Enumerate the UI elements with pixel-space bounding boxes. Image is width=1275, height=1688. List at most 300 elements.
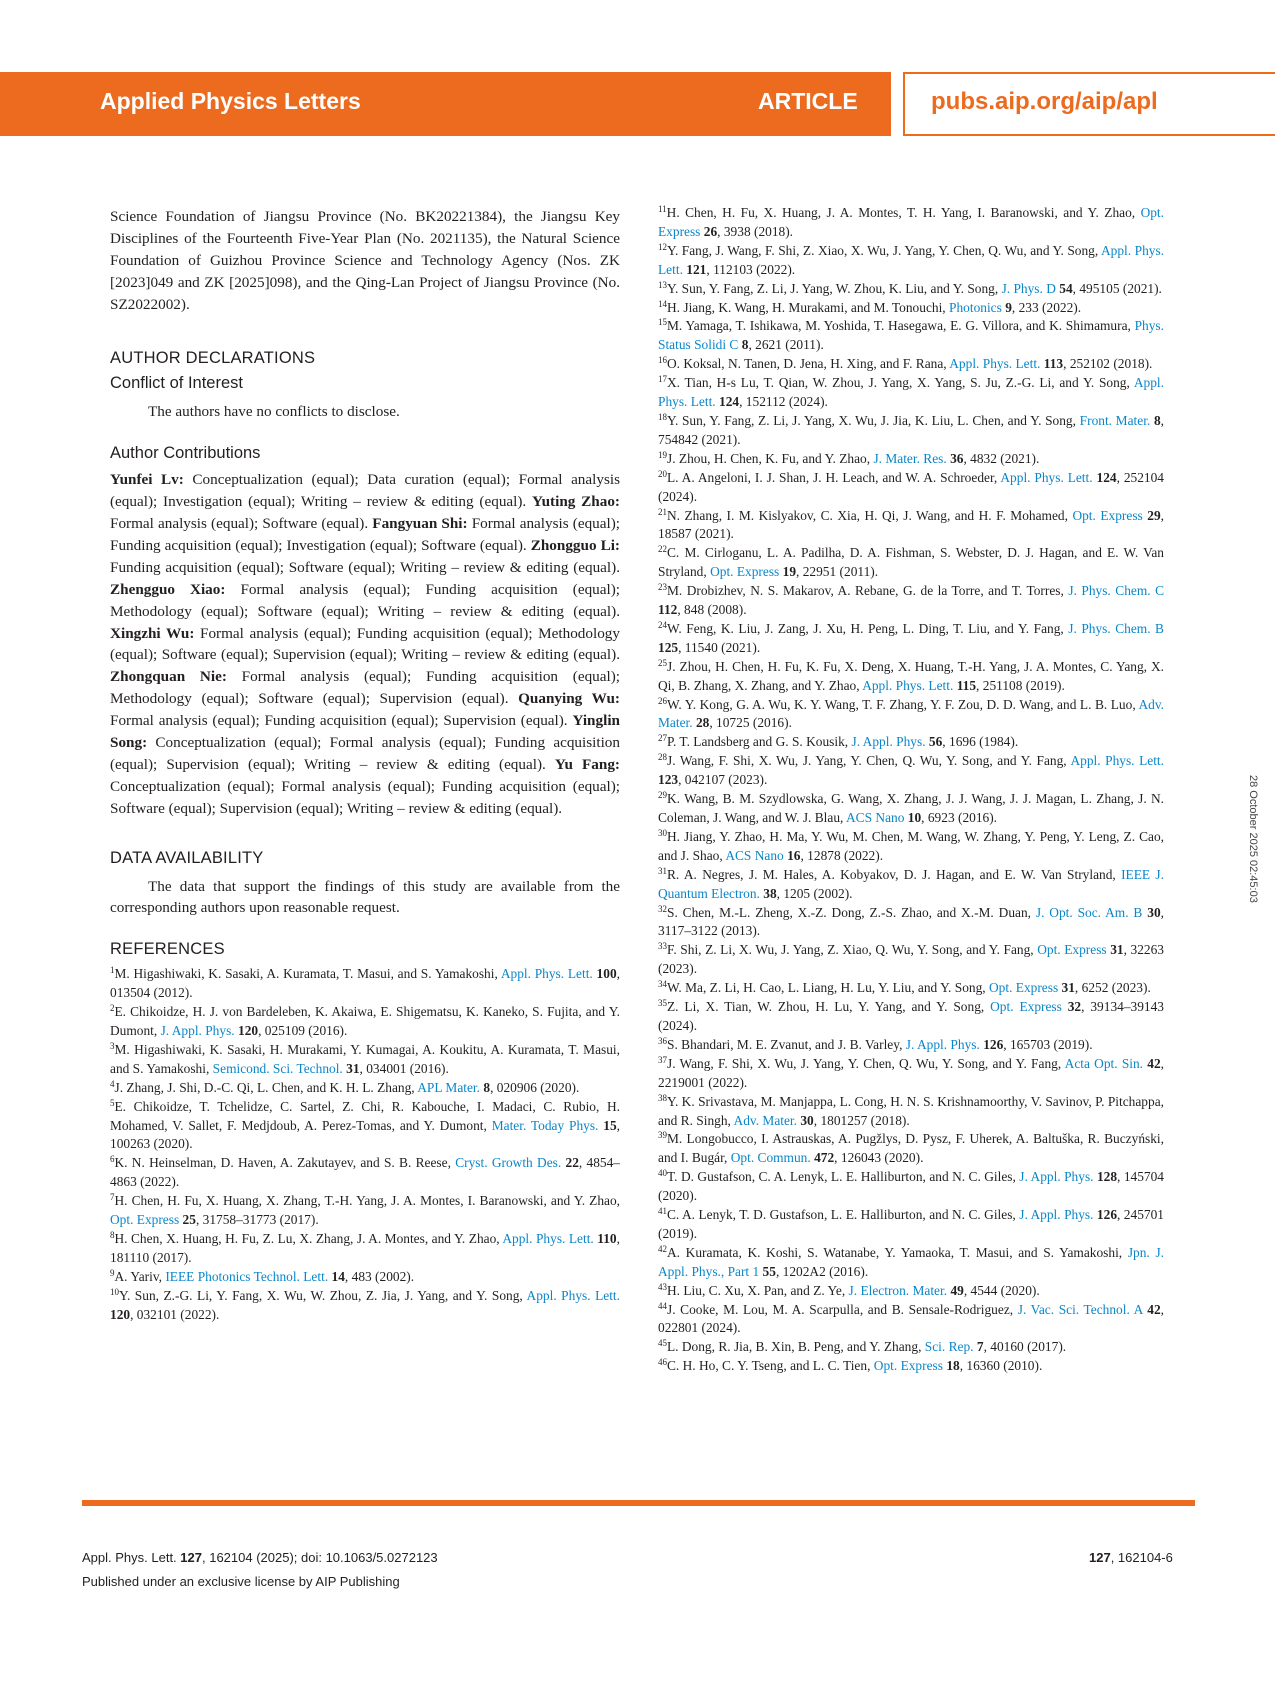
reference-details: , 181110 (2017). (110, 1230, 620, 1265)
reference-authors: R. A. Negres, J. M. Hales, A. Kobyakov, D. J. Hagan, and E. W. Van Stryland, (667, 866, 1122, 882)
reference-item (110, 1098, 620, 1155)
contributor-name: Yuting Zhao: (532, 493, 620, 511)
reference-volume: 110 (597, 1230, 617, 1246)
reference-item (658, 941, 1164, 979)
reference-journal-link[interactable]: Jpn. J. Appl. Phys., Part 1 (658, 1244, 1164, 1279)
reference-number: 25 (658, 657, 667, 668)
footer-rule (82, 1500, 1195, 1506)
reference-authors: P. T. Landsberg and G. S. Kousik, (667, 734, 852, 750)
reference-number: 7 (110, 1192, 115, 1203)
reference-details: , 100263 (2020). (110, 1117, 620, 1152)
reference-journal-link[interactable]: J. Phys. D (1001, 280, 1056, 296)
reference-volume: 54 (1059, 280, 1073, 296)
reference-details: , 165703 (2019). (1003, 1036, 1093, 1052)
reference-journal-link[interactable]: J. Mater. Res. (873, 450, 947, 466)
reference-authors: F. Shi, Z. Li, X. Wu, J. Yang, Z. Xiao, Q. Wu, Y. Song, and Y. Fang, (667, 942, 1038, 958)
reference-details: , 013504 (2012). (110, 966, 620, 1001)
reference-item (658, 317, 1164, 355)
reference-journal-link[interactable]: Appl. Phys. Lett. (1000, 469, 1093, 485)
reference-number: 42 (658, 1243, 667, 1254)
reference-item (658, 280, 1164, 299)
reference-authors: H. Chen, H. Fu, X. Huang, J. A. Montes, T. H. Yang, I. Baranowski, and Y. Zhao, (666, 205, 1141, 220)
reference-volume: 124 (1096, 469, 1117, 485)
reference-item (658, 450, 1164, 469)
contributor-roles: Conceptualization (equal); Formal analysis (equal); Funding acquisition (equal); Software (equal); Supervision (equal); Writing – review & editing (equal). (110, 777, 620, 817)
reference-details: , 025109 (2016). (258, 1023, 348, 1038)
reference-journal-link[interactable]: J. Appl. Phys. (851, 734, 926, 750)
reference-number: 9 (110, 1267, 115, 1278)
reference-number: 28 (658, 752, 667, 763)
reference-authors: M. Yamaga, T. Ishikawa, M. Yoshida, T. Hasegawa, E. G. Villora, and K. Shimamura, (667, 318, 1135, 334)
reference-authors: Z. Li, X. Tian, W. Zhou, H. Lu, Y. Yang, and Y. Song, (667, 999, 991, 1015)
reference-journal-link[interactable]: Opt. Express (988, 980, 1059, 996)
reference-number: 34 (658, 979, 667, 990)
reference-authors: L. Dong, R. Jia, B. Xin, B. Peng, and Y. Zhang, (667, 1339, 925, 1355)
reference-journal-link[interactable]: Photonics (949, 299, 1002, 315)
reference-volume: 8 (483, 1079, 491, 1095)
reference-journal-link[interactable]: Opt. Express (658, 205, 1164, 239)
reference-number: 46 (658, 1357, 667, 1368)
reference-details: , 18587 (2021). (658, 507, 1165, 542)
reference-authors: S. Bhandari, M. E. Zvanut, and J. B. Varley, (667, 1036, 906, 1052)
reference-number: 15 (658, 317, 667, 328)
reference-volume: 125 (658, 639, 679, 655)
reference-item (110, 1154, 620, 1192)
reference-details: , 4832 (2021). (963, 450, 1040, 466)
reference-item (110, 1287, 620, 1325)
reference-list-right (658, 204, 1164, 1376)
references-heading: REFERENCES (110, 940, 225, 959)
reference-authors: M. Higashiwaki, K. Sasaki, A. Kuramata, T. Masui, and S. Yamakoshi, (114, 966, 501, 982)
reference-authors: H. Jiang, K. Wang, H. Murakami, and M. Tonouchi, (667, 299, 950, 315)
reference-number: 20 (658, 468, 667, 479)
contributions-heading: Author Contributions (110, 444, 261, 463)
contributions-paragraph (110, 469, 620, 820)
reference-authors: C. A. Lenyk, T. D. Gustafson, L. E. Halliburton, and N. C. Giles, (667, 1207, 1020, 1223)
reference-journal-link[interactable]: Acta Opt. Sin. (1064, 1055, 1144, 1071)
reference-authors: Y. Sun, Y. Fang, Z. Li, J. Yang, X. Wu, J. Jia, K. Liu, L. Chen, and Y. Song, (667, 412, 1080, 428)
contributor-roles: Formal analysis (equal); Software (equal). (110, 514, 373, 532)
reference-volume: 49 (950, 1282, 964, 1298)
reference-authors: A. Yariv, (114, 1268, 166, 1284)
contributor-name: Zhongguo Li: (530, 536, 620, 554)
reference-item (658, 1168, 1164, 1206)
reference-authors: M. Higashiwaki, K. Sasaki, H. Murakami, Y. Kumagai, A. Koukitu, A. Kuramata, T. Masui, and S. Yamakoshi, (110, 1041, 620, 1076)
reference-number: 11 (658, 204, 667, 214)
reference-details: , 4854–4863 (2022). (110, 1155, 620, 1190)
reference-authors: Y. Sun, Z.-G. Li, Y. Fang, X. Wu, W. Zhou, Z. Jia, J. Yang, and Y. Song, (119, 1287, 527, 1303)
download-stamp-text: 28 October 2025 02:45:03 (1247, 775, 1259, 903)
reference-number: 24 (658, 619, 667, 630)
reference-number: 37 (658, 1054, 667, 1065)
reference-journal-link[interactable]: ACS Nano (725, 847, 784, 863)
reference-number: 21 (658, 506, 667, 517)
reference-number: 18 (658, 411, 667, 422)
reference-journal-link[interactable]: Appl. Phys. Lett. (658, 242, 1165, 277)
reference-item (658, 752, 1164, 790)
reference-journal-link[interactable]: Adv. Mater. (658, 696, 1164, 731)
reference-authors: M. Longobucco, I. Astrauskas, A. Pugžlys, D. Pysz, F. Uherek, A. Baltuška, R. Buczyński, and I. Bugár, (658, 1131, 1164, 1166)
reference-list-left (110, 965, 620, 1324)
reference-journal-link[interactable]: Mater. Today Phys. (491, 1117, 599, 1133)
footer-citation (82, 1550, 438, 1565)
journal-header (0, 72, 1275, 136)
reference-item (658, 1282, 1164, 1301)
reference-details: , 020906 (2020). (490, 1079, 580, 1095)
reference-number: 39 (658, 1130, 667, 1141)
reference-details: , 32263 (2023). (658, 942, 1164, 977)
reference-journal-link[interactable]: Appl. Phys. Lett. (526, 1287, 620, 1303)
reference-number: 26 (658, 695, 667, 706)
reference-volume: 26 (703, 223, 718, 239)
reference-item (658, 1206, 1164, 1244)
data-availability-text: The data that support the findings of this study are available from the corresponding authors upon reasonable request. (110, 877, 620, 917)
reference-details: , 495105 (2021). (1072, 280, 1162, 296)
reference-volume: 14 (331, 1268, 345, 1284)
reference-number: 1 (110, 965, 115, 976)
reference-number: 40 (658, 1168, 667, 1179)
reference-authors: A. Kuramata, K. Koshi, S. Watanabe, Y. Yamaoka, T. Masui, and S. Yamakoshi, (667, 1244, 1128, 1260)
reference-authors: W. Feng, K. Liu, J. Zang, J. Xu, H. Peng, L. Ding, T. Liu, and Y. Fang, (667, 620, 1069, 636)
reference-details: , 252104 (2024). (658, 469, 1164, 504)
reference-journal-link[interactable]: Appl. Phys. Lett. (949, 356, 1041, 372)
reference-journal-link[interactable]: Appl. Phys. Lett. (862, 677, 954, 693)
reference-volume: 8 (1153, 412, 1161, 428)
reference-item (658, 412, 1164, 450)
reference-item (658, 733, 1164, 752)
reference-authors: H. Chen, X. Huang, H. Fu, Z. Lu, X. Zhang, J. A. Montes, and Y. Zhao, (114, 1230, 503, 1246)
reference-authors: K. N. Heinselman, D. Haven, A. Zakutayev, and S. B. Reese, (114, 1155, 456, 1171)
contributor-roles: Conceptualization (equal); Data curation (equal); Formal analysis (equal); Investigation (equal); Writing – review & editing (equal). (110, 471, 620, 511)
contributor-name: Yunfei Lv: (110, 471, 184, 489)
reference-journal-link[interactable]: J. Appl. Phys. (1019, 1207, 1094, 1223)
reference-number: 5 (110, 1097, 115, 1108)
reference-volume: 36 (950, 450, 964, 466)
reference-item (658, 828, 1164, 866)
reference-number: 32 (658, 903, 667, 914)
reference-volume: 19 (782, 564, 797, 580)
reference-item (658, 904, 1164, 942)
reference-volume: 128 (1096, 1169, 1118, 1185)
reference-details: , 754842 (2021). (658, 412, 1164, 447)
page-number-rest: , 162104-6 (1110, 1550, 1173, 1565)
reference-volume: 42 (1147, 1301, 1161, 1317)
reference-authors: E. Chikoidze, H. J. von Bardeleben, K. Akaiwa, E. Shigematsu, K. Kaneko, S. Fujita, and Y. Dumont, (110, 1004, 620, 1038)
reference-journal-link[interactable]: Opt. Express (990, 999, 1062, 1015)
reference-journal-link[interactable]: Opt. Express (873, 1358, 943, 1374)
reference-details: , 6923 (2016). (921, 810, 998, 825)
reference-number: 14 (658, 298, 667, 309)
reference-number: 35 (658, 998, 667, 1009)
reference-details: , 12878 (2022). (800, 847, 884, 863)
reference-item (658, 620, 1164, 658)
reference-volume: 9 (1005, 299, 1012, 315)
reference-number: 44 (658, 1300, 667, 1311)
journal-url-box[interactable] (903, 72, 1275, 136)
reference-number: 16 (658, 355, 667, 366)
reference-journal-link[interactable]: J. Appl. Phys. (905, 1036, 980, 1052)
reference-number: 6 (110, 1154, 115, 1165)
reference-number: 12 (658, 241, 667, 252)
reference-volume: 126 (1096, 1207, 1118, 1223)
reference-number: 45 (658, 1338, 667, 1349)
reference-number: 23 (658, 582, 667, 593)
reference-item (658, 1130, 1164, 1168)
reference-journal-link[interactable]: Opt. Express (1072, 507, 1143, 523)
reference-journal-link[interactable]: APL Mater. (417, 1079, 480, 1095)
reference-details: , 252102 (2018). (1063, 356, 1153, 372)
reference-item (658, 299, 1164, 318)
reference-journal-link[interactable]: Appl. Phys. Lett. (1070, 753, 1164, 769)
reference-authors: E. Chikoidze, T. Tchelidze, C. Sartel, Z. Chi, R. Kabouche, I. Madaci, C. Rubio, H. Mohamed, V. Sallet, F. Medjdoub, A. Perez-Tomas, and Y. Dumont, (110, 1098, 620, 1133)
reference-item (658, 582, 1164, 620)
reference-details: , 2621 (2011). (748, 337, 824, 353)
page-number (1089, 1550, 1173, 1565)
contributor-name: Quanying Wu: (518, 690, 620, 708)
reference-authors: L. A. Angeloni, I. J. Shan, J. H. Leach, and W. A. Schroeder, (667, 469, 1001, 485)
reference-journal-link[interactable]: J. Vac. Sci. Technol. A (1017, 1301, 1143, 1317)
reference-item (110, 1003, 620, 1041)
reference-details: , 3938 (2018). (717, 223, 794, 239)
reference-volume: 120 (238, 1023, 259, 1038)
reference-details: , 39134–39143 (2024). (658, 999, 1165, 1033)
journal-url[interactable]: pubs.aip.org/aip/apl (931, 88, 1158, 115)
reference-item (658, 998, 1164, 1036)
reference-volume: 28 (695, 715, 710, 731)
reference-item (110, 965, 620, 1003)
reference-journal-link[interactable]: Cryst. Growth Des. (455, 1155, 562, 1171)
footer-license: Published under an exclusive license by AIP Publishing (82, 1574, 400, 1589)
reference-item (658, 1301, 1164, 1339)
reference-number: 29 (658, 790, 667, 801)
reference-item (658, 204, 1164, 242)
reference-journal-link[interactable]: Opt. Commun. (730, 1150, 811, 1166)
reference-authors: K. Wang, B. M. Szydlowska, G. Wang, X. Zhang, J. J. Wang, J. J. Magan, L. Zhang, J. N. Coleman, J. Wang, and W. J. Blau, (658, 791, 1164, 825)
reference-item (658, 374, 1164, 412)
contributor-name: Zhongquan Nie: (110, 668, 227, 686)
reference-volume: 30 (1147, 904, 1161, 920)
reference-volume: 25 (182, 1212, 196, 1228)
reference-details: , 2219001 (2022). (658, 1055, 1164, 1090)
contributor-name: Fangyuan Shi: (372, 514, 468, 532)
reference-details: , 4544 (2020). (963, 1282, 1040, 1298)
reference-volume: 31 (1061, 980, 1075, 996)
reference-details: , 848 (2008). (677, 602, 747, 618)
reference-volume: 123 (658, 772, 679, 788)
reference-authors: T. D. Gustafson, C. A. Lenyk, L. E. Halliburton, and N. C. Giles, (667, 1169, 1020, 1185)
reference-volume: 42 (1147, 1055, 1161, 1071)
reference-item (110, 1268, 620, 1287)
contributor-roles: Formal analysis (equal); Funding acquisition (equal); Methodology (equal); Software (equal); Supervision (equal). (110, 668, 621, 708)
author-declarations-heading: AUTHOR DECLARATIONS (110, 348, 316, 367)
reference-item (658, 469, 1164, 507)
reference-volume: 31 (346, 1060, 360, 1076)
reference-details: , 11540 (2021). (678, 639, 761, 655)
reference-journal-link[interactable]: Opt. Express (710, 564, 780, 580)
reference-details: , 112103 (2022). (706, 261, 796, 277)
journal-title: Applied Physics Letters (100, 88, 361, 114)
reference-authors: O. Koksal, N. Tanen, D. Jena, H. Xing, and F. Rana, (667, 356, 950, 372)
reference-journal-link[interactable]: Appl. Phys. Lett. (500, 966, 593, 982)
reference-number: 41 (658, 1206, 667, 1217)
reference-journal-link[interactable]: Sci. Rep. (924, 1339, 974, 1355)
contributor-name: Zhengguo Xiao: (110, 580, 226, 598)
reference-number: 4 (110, 1078, 115, 1089)
reference-number: 33 (658, 941, 667, 952)
reference-journal-link[interactable]: ACS Nano (846, 810, 905, 825)
reference-journal-link[interactable]: Semicond. Sci. Technol. (212, 1060, 343, 1076)
reference-volume: 29 (1147, 507, 1161, 523)
reference-volume: 31 (1110, 942, 1124, 958)
reference-volume: 32 (1067, 999, 1082, 1015)
reference-details: , 152112 (2024). (739, 394, 828, 410)
reference-item (658, 507, 1164, 545)
funding-paragraph: Science Foundation of Jiangsu Province (No. BK20221384), the Jiangsu Key Disciplines of the Fourteenth Five-Year Plan (No. 2021135), the Natural Science Foundation of Guizhou Province Science and Technology Agency (Nos. ZK [2023]049 and ZK [2025]098), and the Qing-Lan Project of Jiangsu Province (No. SZ2022002). (110, 208, 620, 313)
contributor-name: Yu Fang: (554, 755, 620, 773)
reference-number: 31 (658, 865, 667, 876)
reference-authors: J. Zhou, H. Chen, H. Fu, K. Fu, X. Deng, X. Huang, T.-H. Yang, J. A. Montes, C. Yang, X. Qi, B. Zhang, X. Zhang, and Y. Zhao, (658, 658, 1164, 693)
reference-item (658, 696, 1164, 734)
contributor-roles: Formal analysis (equal); Funding acquisition (equal); Methodology (equal); Software (equal); Supervision (equal); Writing – review & editing (equal). (110, 624, 620, 664)
reference-journal-link[interactable]: Opt. Express (1037, 942, 1107, 958)
reference-authors: J. Wang, F. Shi, X. Wu, J. Yang, Y. Chen, Q. Wu, Y. Song, and Y. Fang, (667, 753, 1071, 769)
reference-authors: W. Y. Kong, G. A. Wu, K. Y. Wang, T. F. Zhang, Y. F. Zou, D. D. Wang, and L. B. Luo, (667, 696, 1139, 712)
contributor-roles: Conceptualization (equal); Formal analysis (equal); Funding acquisition (equal); Supervision (equal); Writing – review & editing (equal). (110, 734, 620, 773)
reference-item (658, 1338, 1164, 1357)
reference-item (658, 866, 1164, 904)
reference-details: , 1801257 (2018). (813, 1112, 910, 1128)
contributor-name: Yinglin Song: (110, 712, 620, 752)
reference-authors: N. Zhang, I. M. Kislyakov, C. Xia, H. Qi, J. Wang, and H. F. Mohamed, (667, 507, 1073, 523)
reference-item (658, 355, 1164, 374)
reference-details: , 145704 (2020). (658, 1169, 1164, 1204)
reference-number: 2 (110, 1003, 115, 1014)
reference-journal-link[interactable]: IEEE Photonics Technol. Lett. (165, 1268, 329, 1284)
reference-journal-link[interactable]: Appl. Phys. Lett. (502, 1230, 594, 1246)
reference-journal-link[interactable]: J. Opt. Soc. Am. B (1035, 904, 1143, 920)
reference-volume: 22 (565, 1155, 579, 1171)
reference-details: , 3117–3122 (2013). (658, 904, 1164, 939)
reference-details: , 251108 (2019). (976, 677, 1065, 693)
reference-item (110, 1041, 620, 1079)
reference-details: , 40160 (2017). (983, 1339, 1067, 1355)
reference-number: 43 (658, 1281, 667, 1292)
reference-journal-link[interactable]: J. Phys. Chem. C (1068, 583, 1165, 599)
reference-item (110, 1192, 620, 1230)
reference-number: 38 (658, 1092, 667, 1103)
reference-journal-link[interactable]: J. Appl. Phys. (160, 1023, 235, 1038)
reference-number: 13 (658, 279, 667, 290)
reference-item (110, 1230, 620, 1268)
reference-journal-link[interactable]: Front. Mater. (1079, 412, 1151, 428)
reference-volume: 56 (928, 734, 943, 750)
reference-item (110, 1079, 620, 1098)
reference-authors: Y. K. Srivastava, M. Manjappa, L. Cong, H. N. S. Krishnamoorthy, V. Savinov, P. Pitchappa, and R. Singh, (658, 1093, 1164, 1128)
reference-authors: J. Cooke, M. Lou, M. A. Scarpulla, and B. Sensale-Rodriguez, (667, 1301, 1018, 1317)
reference-details: , 6252 (2023). (1074, 980, 1151, 996)
reference-authors: Y. Sun, Y. Fang, Z. Li, J. Yang, W. Zhou, K. Liu, and Y. Song, (667, 280, 1002, 296)
citation-rest[interactable]: , 162104 (2025); doi: 10.1063/5.0272123 (201, 1550, 438, 1565)
reference-details: , 10725 (2016). (709, 715, 792, 731)
reference-details: , 233 (2022). (1011, 299, 1082, 315)
left-column (110, 206, 620, 1325)
reference-authors: H. Chen, H. Fu, X. Huang, X. Zhang, T.-H. Yang, J. A. Montes, I. Baranowski, and Y. Zhao, (114, 1193, 620, 1209)
reference-item (658, 1055, 1164, 1093)
reference-item (658, 979, 1164, 998)
reference-authors: S. Chen, M.-L. Zheng, X.-Z. Dong, Z.-S. Zhao, and X.-M. Duan, (667, 904, 1036, 920)
reference-volume: 15 (603, 1117, 617, 1133)
reference-authors: H. Liu, C. Xu, X. Pan, and Z. Ye, (667, 1282, 849, 1298)
reference-number: 30 (658, 827, 667, 838)
reference-details: , 1205 (2002). (776, 885, 853, 901)
reference-authors: J. Wang, F. Shi, X. Wu, J. Yang, Y. Chen, Q. Wu, Y. Song, and Y. Fang, (667, 1055, 1065, 1071)
reference-details: , 245701 (2019). (658, 1207, 1164, 1241)
reference-volume: 30 (800, 1112, 814, 1128)
citation-prefix: Appl. Phys. Lett. (82, 1550, 181, 1565)
reference-volume: 38 (763, 885, 777, 901)
reference-details: , 042107 (2023). (678, 772, 768, 788)
reference-number: 10 (110, 1286, 119, 1297)
page-volume: 127 (1089, 1550, 1111, 1565)
reference-details: , 31758–31773 (2017). (195, 1212, 319, 1228)
reference-volume: 113 (1043, 356, 1064, 372)
conflict-text: The authors have no conflicts to disclose. (148, 403, 400, 421)
header-bar (0, 72, 891, 136)
reference-volume: 112 (658, 602, 678, 618)
reference-journal-link[interactable]: J. Appl. Phys. (1019, 1169, 1094, 1185)
reference-volume: 16 (787, 847, 801, 863)
reference-journal-link[interactable]: Opt. Express (110, 1212, 180, 1228)
reference-authors: C. M. Cirloganu, L. A. Padilha, D. A. Fishman, S. Webster, D. J. Hagan, and E. W. Van Stryland, (658, 545, 1164, 580)
reference-number: 8 (110, 1229, 115, 1240)
reference-details: , 22951 (2011). (796, 564, 879, 580)
reference-details: , 126043 (2020). (834, 1150, 924, 1166)
reference-journal-link[interactable]: J. Phys. Chem. B (1068, 620, 1164, 636)
contributor-name: Xingzhi Wu: (110, 624, 195, 642)
conflict-heading: Conflict of Interest (110, 374, 243, 393)
reference-details: , 483 (2002). (344, 1268, 415, 1284)
reference-item (658, 1357, 1164, 1376)
reference-journal-link[interactable]: Appl. Phys. Lett. (658, 375, 1164, 410)
reference-authors: M. Drobizhev, N. S. Makarov, A. Rebane, G. de la Torre, and T. Torres, (667, 583, 1069, 599)
reference-journal-link[interactable]: Adv. Mater. (733, 1112, 797, 1128)
reference-authors: Y. Fang, J. Wang, F. Shi, Z. Xiao, X. Wu, J. Yang, Y. Chen, Q. Wu, and Y. Song, (667, 242, 1101, 258)
reference-authors: H. Jiang, Y. Zhao, H. Ma, Y. Wu, M. Chen, M. Wang, W. Zhang, Y. Peng, Y. Leng, Z. Cao, and J. Shao, (658, 828, 1164, 863)
reference-volume: 126 (983, 1036, 1004, 1052)
reference-details: , 034001 (2016). (359, 1060, 449, 1076)
reference-item (658, 242, 1164, 280)
reference-number: 22 (658, 544, 667, 555)
reference-number: 36 (658, 1035, 667, 1046)
contributor-roles: Funding acquisition (equal); Software (equal); Writing – review & editing (equal). (110, 558, 620, 576)
reference-journal-link[interactable]: J. Electron. Mater. (848, 1282, 948, 1298)
reference-number: 17 (658, 374, 667, 385)
reference-item (658, 1244, 1164, 1282)
article-label: ARTICLE (758, 88, 858, 114)
reference-journal-link[interactable]: Phys. Status Solidi C (658, 318, 1164, 353)
reference-journal-link[interactable]: IEEE J. Quantum Electron. (658, 866, 1164, 901)
reference-item (658, 790, 1164, 828)
contributor-roles: Formal analysis (equal); Funding acquisition (equal); Investigation (equal); Software (equal). (110, 514, 620, 554)
reference-volume: 10 (907, 810, 922, 825)
reference-volume: 120 (110, 1306, 131, 1322)
reference-volume: 124 (719, 394, 740, 410)
reference-item (658, 544, 1164, 582)
reference-volume: 472 (814, 1150, 835, 1166)
reference-number: 27 (658, 733, 667, 744)
reference-volume: 7 (976, 1339, 984, 1355)
reference-item (658, 1093, 1164, 1131)
